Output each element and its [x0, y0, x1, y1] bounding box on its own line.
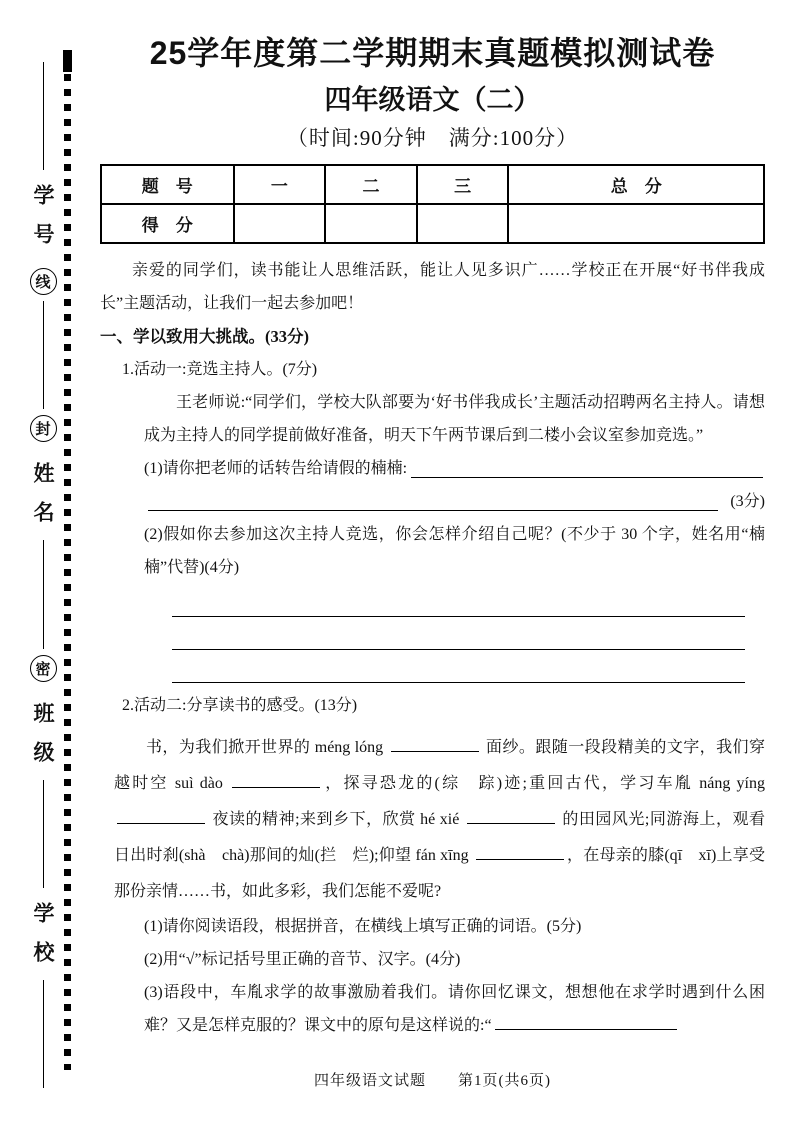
question-2-2: (2)用“√”标记括号里正确的音节、汉字。(4分): [144, 951, 461, 968]
question-1-1-score-row: [144, 485, 765, 518]
reading-passage: 书，为我们掀开世界的 méng lóng 面纱。跟随一段段精美的文字，我们穿越时空 suì dào ，探寻恐龙的(综 踪)迹;重回古代，学习车胤 náng yíng 夜读的精神;来到乡下，欣赏 hé xié 的田园风光;同游海上，观看日出时刹(shà chà)那间的灿(拦 烂);仰望 fán xīng ，在母亲的膝(qī xī)上享受那份亲情……书，如此多彩，我们怎能不爱呢?: [114, 730, 765, 910]
score-table-col-3: 三: [417, 165, 509, 204]
score-table-col-2: 二: [325, 165, 417, 204]
answer-blank-inline: [476, 844, 564, 860]
score-cell-empty: [234, 204, 326, 243]
answer-blank-inline: [391, 736, 479, 752]
section-1-heading: 一、学以致用大挑战。(33分): [100, 327, 309, 346]
seal-strip: [0, 0, 96, 1122]
seal-char-mi: 密: [30, 655, 57, 682]
answer-blank-line: [172, 617, 745, 650]
question-2-1: (1)请你阅读语段，根据拼音，在横线上填写正确的词语。(5分): [144, 918, 582, 935]
score-table-col-total: 总 分: [508, 165, 764, 204]
school-writeline: [43, 780, 44, 888]
bottom-writeline: [43, 980, 44, 1088]
school-label: 学校: [31, 901, 55, 980]
score-cell-empty: [508, 204, 764, 243]
score-table-header-row: [101, 165, 764, 204]
seal-char-feng: 封: [30, 415, 57, 442]
class-label: 班级: [31, 701, 55, 780]
name-writeline: [43, 301, 44, 409]
score-cell-empty: [417, 204, 509, 243]
answer-blank-inline: [467, 808, 555, 824]
seal-dash-cap: [63, 50, 72, 72]
seal-column: [24, 62, 62, 1088]
question-2-3-text: (3)语段中，车胤求学的故事激励着我们。请你回忆课文，想想他在求学时遇到什么困难？又是怎样克服的？课文中的原句是这样说的:“: [144, 984, 765, 1034]
class-writeline: [43, 540, 44, 648]
score-table-question-label: 题 号: [101, 165, 234, 204]
student-number-writeline: [43, 62, 44, 170]
answer-blank-inline: [232, 772, 320, 788]
question-1-2-label: (2)假如你去参加这次主持人竞选，你会怎样介绍自己呢？(不少于 30 个字，姓名用“楠楠”代替)(4分): [144, 526, 765, 576]
seal-char-xian: 线: [30, 268, 57, 295]
activity-2-title: 2.活动二:分享读书的感受。(13分): [122, 697, 358, 714]
exam-time-score: （时间:90分钟 满分:100分）: [286, 126, 579, 150]
question-2-3: [144, 976, 765, 1042]
question-1-1-score: (3分): [730, 493, 765, 510]
exam-content: [100, 0, 765, 1042]
intro-paragraph: 亲爱的同学们，读书能让人思维活跃，能让人见多识广……学校正在开展“好书伴我成长”主题活动，让我们一起去参加吧！: [100, 262, 765, 312]
answer-blank-line: [411, 452, 763, 478]
question-1-1-label: (1)请你把老师的话转告给请假的楠楠:: [144, 460, 408, 477]
score-table-score-label: 得 分: [101, 204, 234, 243]
activity-1-title: 1.活动一:竞选主持人。(7分): [122, 361, 318, 378]
score-table-score-row: [101, 204, 764, 243]
answer-blank-line: [172, 584, 745, 617]
score-table-col-1: 一: [234, 165, 326, 204]
exam-title: 25学年度第二学期期末真题模拟测试卷: [149, 35, 716, 71]
answer-blank-inline: [117, 808, 205, 824]
teacher-quote: 王老师说:“同学们，学校大队部要为‘好书伴我成长’主题活动招聘两名主持人。请想成为主持人的同学提前做好准备，明天下午两节课后到二楼小会议室参加竞选。”: [144, 394, 765, 444]
seal-dashed-line: [64, 74, 71, 1070]
answer-blank-line: [172, 650, 745, 683]
answer-blank-line: [495, 1014, 677, 1030]
score-cell-empty: [325, 204, 417, 243]
answer-blank-line: [148, 485, 718, 511]
question-1-1-row: [144, 452, 765, 485]
score-table: [100, 164, 765, 244]
student-number-label: 学号: [31, 184, 55, 263]
exam-subtitle: 四年级语文（二）: [324, 85, 541, 115]
page-footer: 四年级语文试题 第1页(共6页): [314, 1073, 551, 1089]
name-label: 姓名: [31, 462, 55, 541]
